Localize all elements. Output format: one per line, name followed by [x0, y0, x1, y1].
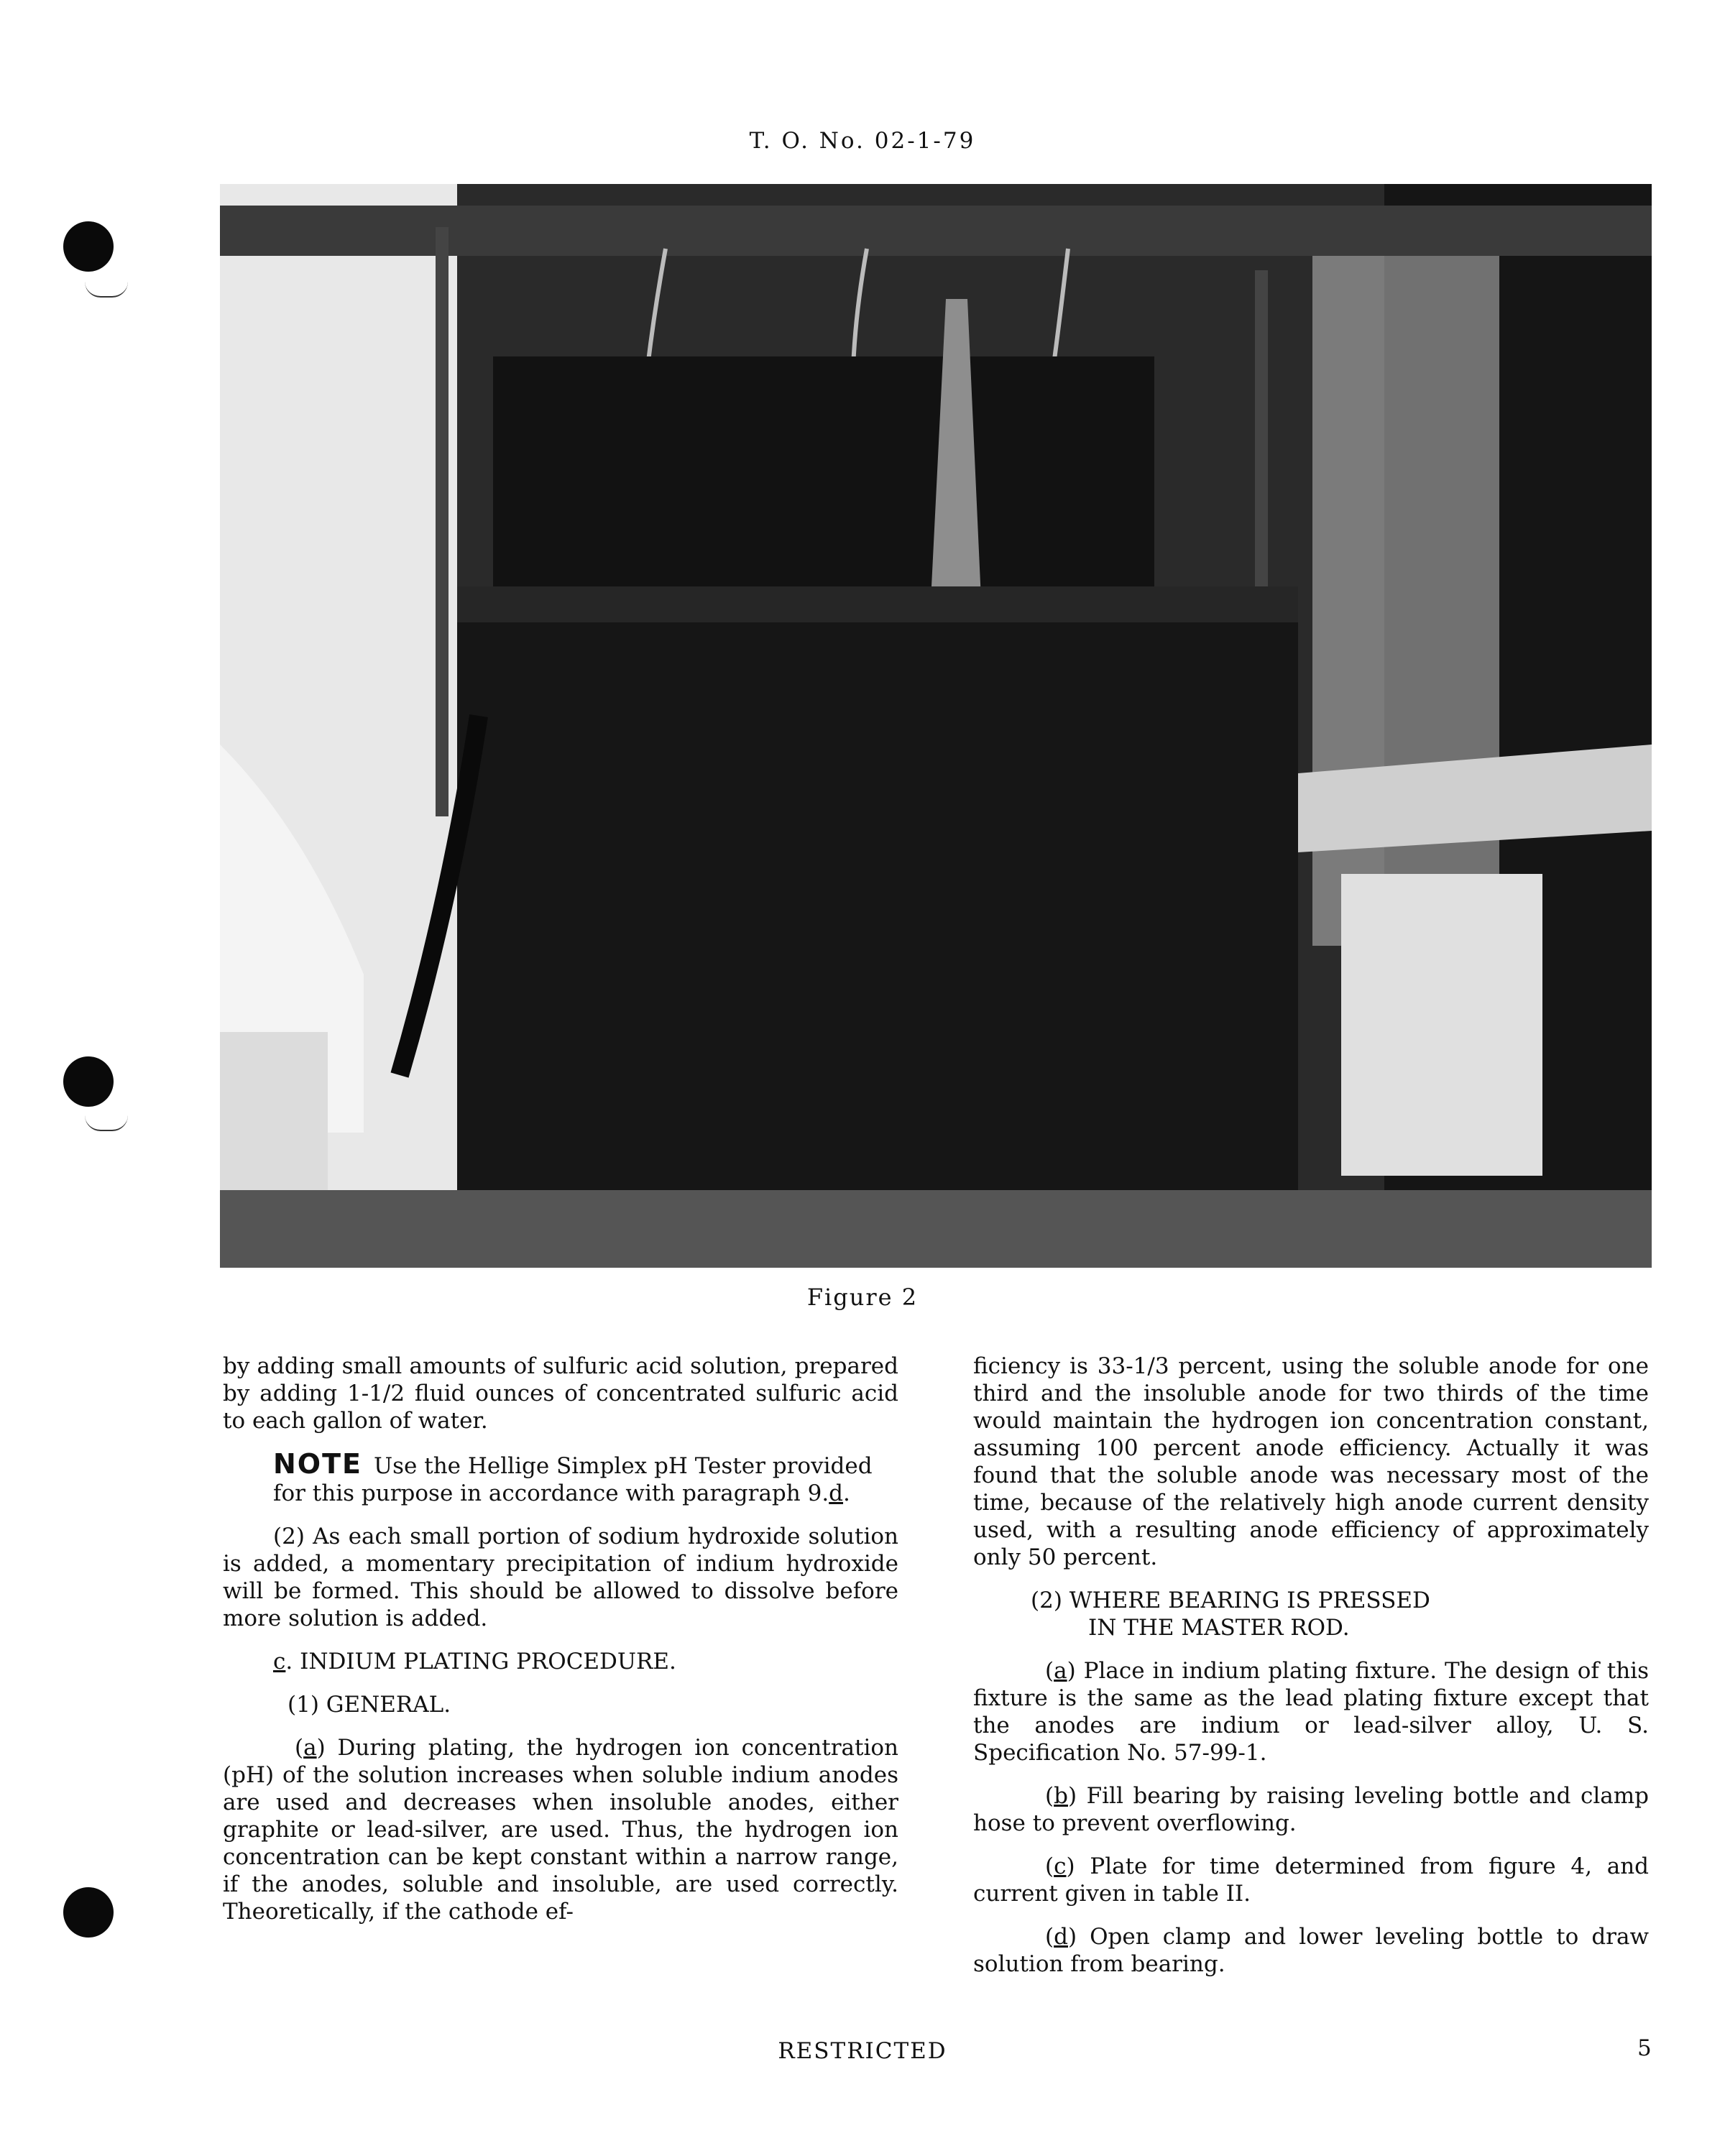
page-number: 5 — [1637, 2035, 1652, 2061]
heading-letter: c — [273, 1649, 286, 1674]
section-heading-c — [223, 1648, 898, 1675]
binder-hole-bottom — [63, 1887, 114, 1938]
binder-hole-mark — [85, 1115, 128, 1131]
item-text: ) Open clamp and lower leveling bottle to draw solution from bearing. — [973, 1924, 1649, 1977]
note-reference: d — [829, 1480, 844, 1506]
heading-text: . INDIUM PLATING PROCEDURE. — [285, 1649, 676, 1674]
heading-line: (2) WHERE BEARING IS PRESSED — [1031, 1588, 1430, 1613]
note-block — [223, 1450, 898, 1507]
item-a: (a) Place in indium plating fixture. The design of this fixture is the same as the lead plating fixture except that the anodes are indium or lead-silver alloy, U. S. Specification No. 57-99-1. — [973, 1658, 1649, 1766]
note-end: . — [843, 1480, 850, 1506]
subsection-heading-1: (1) GENERAL. — [288, 1692, 451, 1718]
item-letter: d — [1054, 1924, 1068, 1950]
item-letter: c — [1054, 1853, 1067, 1879]
item-c: (c) Plate for time determined from figure 4, and current given in table II. — [973, 1853, 1649, 1907]
item-letter: b — [1054, 1783, 1068, 1809]
photo-illustration — [220, 184, 1652, 1268]
paragraph-a — [223, 1734, 898, 1925]
item-b: (b) Fill bearing by raising leveling bottle and clamp hose to prevent overflowing. — [973, 1783, 1649, 1836]
paragraph: ficiency is 33-1/3 percent, using the soluble anode for one third and the insoluble anode for two thirds of the time would maintain the hydrogen ion concentration constant, assuming 100 percent anode efficiency. Actually it was found that the soluble anode was necessary most of the time, because of the relatively high anode current density used, with a resulting anode efficiency of approximately only 50 percent. — [973, 1353, 1649, 1570]
plating-tank-photo — [220, 184, 1652, 1268]
note-text: Use the Hellige Simplex pH Tester provided for this purpose in accordance with paragraph 9. — [273, 1453, 873, 1506]
binder-hole-top — [63, 221, 114, 272]
paragraph: by adding small amounts of sulfuric acid solution, prepared by adding 1-1/2 fluid ounces of concentrated sulfuric acid to each gallon of water. — [223, 1353, 898, 1434]
paragraph: (2) As each small portion of sodium hydroxide solution is added, a momentary precipitation of indium hydroxide will be formed. This should be allowed to dissolve before more solution is added. — [223, 1524, 898, 1631]
item-letter: a — [303, 1735, 317, 1761]
item-d: (d) Open clamp and lower leveling bottle to draw solution from bearing. — [973, 1924, 1649, 1977]
binder-hole-mark — [85, 282, 128, 298]
subsection-heading-2 — [973, 1587, 1649, 1641]
right-column — [973, 1353, 1649, 1994]
classification-footer: RESTRICTED — [778, 2038, 947, 2064]
document-number: T. O. No. 02-1-79 — [749, 128, 976, 154]
left-column — [223, 1353, 898, 1941]
heading-line: IN THE MASTER ROD. — [1088, 1615, 1350, 1641]
item-text: ) Fill bearing by raising leveling bottle and clamp hose to prevent overflowing. — [973, 1783, 1649, 1836]
item-letter: a — [1054, 1658, 1067, 1684]
item-text: ) During plating, the hydrogen ion concentration (pH) of the solution increases when soluble indium anodes are used and decreases when insoluble anodes, either graphite or lead-silver, are used. Thus, the hydrogen ion concentration can be kept constant within a narrow range, if the anodes, soluble and insoluble, are used correctly. Theoretically, if the cathode ef- — [223, 1735, 898, 1925]
item-text: ) Plate for time determined from figure 4, and current given in table II. — [973, 1853, 1649, 1907]
item-text: ) Place in indium plating fixture. The design of this fixture is the same as the lead plating fixture except that the anodes are indium or lead-silver alloy, U. S. Specification No. 57-99-1. — [973, 1658, 1649, 1766]
note-label: NOTE — [273, 1448, 362, 1480]
paren: ( — [295, 1735, 304, 1761]
figure-caption: Figure 2 — [806, 1284, 919, 1311]
binder-hole-middle — [63, 1056, 114, 1107]
